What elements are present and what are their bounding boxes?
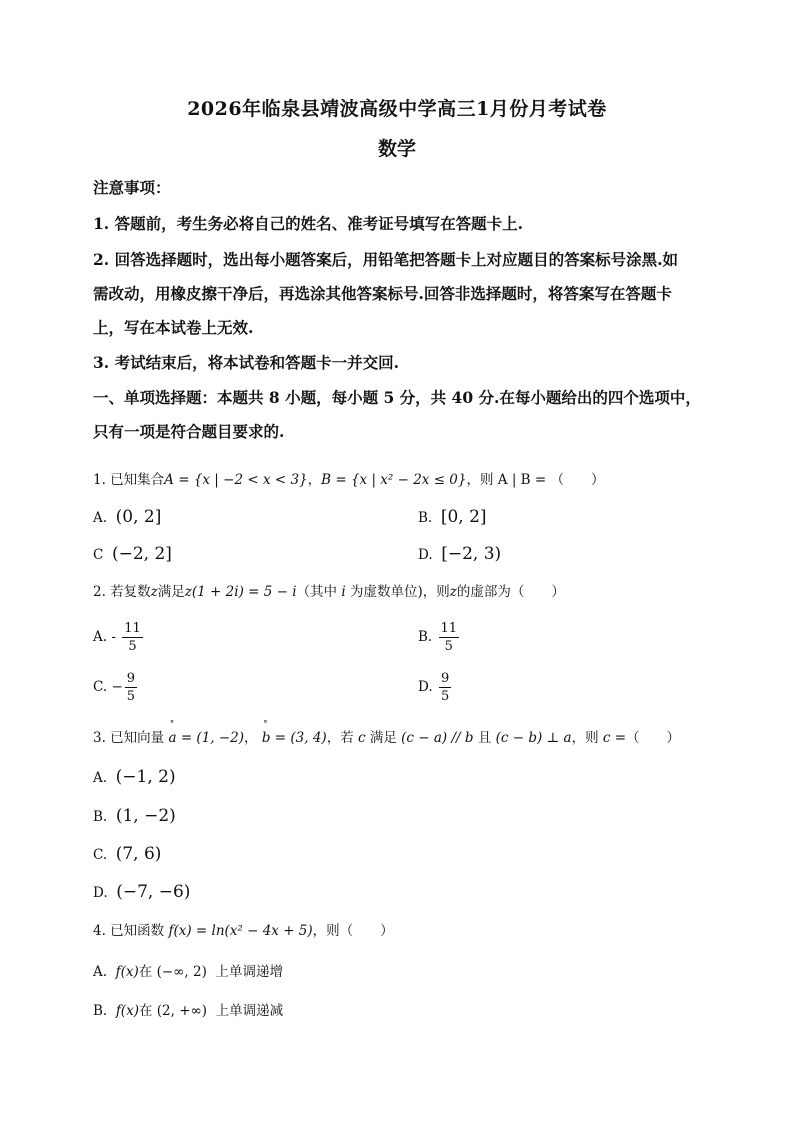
option-text: 上单调递增 bbox=[215, 964, 283, 980]
question-2-i: i bbox=[341, 584, 346, 600]
question-2-z-2: z bbox=[449, 584, 457, 600]
exam-subject: 数学 bbox=[377, 138, 416, 160]
fraction bbox=[439, 620, 460, 655]
option-label: C. bbox=[93, 679, 108, 695]
separator: ， bbox=[244, 730, 258, 746]
question-3-option-d[interactable] bbox=[93, 882, 190, 903]
question-4-stem bbox=[93, 921, 394, 941]
vector-a: ˚ a bbox=[168, 728, 176, 748]
option-label: B. bbox=[418, 629, 433, 645]
option-label: A. bbox=[93, 964, 108, 980]
fraction bbox=[439, 670, 451, 705]
vector-a-value: = (1, −2) bbox=[180, 730, 245, 746]
option-value: (7, 6) bbox=[115, 844, 162, 864]
question-3-condition-label: 满足 bbox=[369, 730, 397, 746]
question-4-function: f(x) = ln(x² − 4x + 5) bbox=[168, 923, 313, 939]
option-value: [0, 2] bbox=[440, 507, 487, 527]
question-2-ask: 的虚部为（ ） bbox=[456, 584, 565, 600]
option-sign: - bbox=[111, 629, 116, 645]
option-label: B. bbox=[93, 809, 108, 825]
question-3-stem bbox=[93, 728, 680, 748]
vector-c: c bbox=[358, 730, 366, 746]
vector-b-value: = (3, 4) bbox=[274, 730, 327, 746]
question-4-ask: ，则（ ） bbox=[312, 923, 394, 939]
option-sign: − bbox=[111, 679, 123, 695]
option-label: A. bbox=[93, 629, 108, 645]
notice-item-3: 3. 考试结束后，将本试卷和答题卡一并交回. bbox=[93, 353, 399, 372]
question-1-separator: ， bbox=[307, 472, 322, 488]
option-label: D. bbox=[418, 679, 433, 695]
question-2-mid: 满足 bbox=[157, 584, 185, 600]
numerator: 11 bbox=[440, 621, 458, 636]
numerator: 9 bbox=[126, 671, 136, 686]
option-value: (1, −2) bbox=[115, 806, 176, 826]
option-value: [−2, 3) bbox=[441, 544, 502, 564]
option-label: C. bbox=[93, 847, 108, 863]
option-function: f(x) bbox=[115, 964, 139, 980]
question-3-mid: ，若 bbox=[326, 730, 354, 746]
question-2-option-c[interactable] bbox=[93, 670, 139, 705]
question-2-prefix: 2. 若复数 bbox=[93, 584, 151, 600]
vector-c-answer: c bbox=[602, 730, 611, 746]
question-2-note: （其中 bbox=[296, 584, 338, 600]
exam-title: 2026年临泉县靖波高级中学高三1月份月考试卷 bbox=[187, 98, 607, 120]
vector-b: ˚ b bbox=[262, 728, 271, 748]
option-label: B. bbox=[93, 1003, 108, 1019]
question-2-option-d[interactable] bbox=[418, 670, 453, 705]
option-value: (−7, −6) bbox=[116, 882, 191, 902]
option-label: B. bbox=[418, 510, 433, 526]
option-interval: (−∞, 2) bbox=[156, 964, 207, 980]
option-in: 在 bbox=[138, 964, 153, 980]
question-1-option-a[interactable] bbox=[93, 507, 161, 528]
option-label: D. bbox=[418, 547, 433, 563]
question-4-option-b[interactable] bbox=[93, 1001, 283, 1021]
fraction bbox=[125, 670, 137, 705]
option-text: 上单调递减 bbox=[215, 1003, 284, 1019]
question-3-option-c[interactable] bbox=[93, 844, 161, 865]
question-4-option-a[interactable] bbox=[93, 962, 283, 982]
question-1-prefix: 1. 已知集合 bbox=[93, 472, 165, 488]
question-4-prefix: 4. 已知函数 bbox=[93, 923, 165, 939]
question-1-set-a: A = {x | −2 < x < 3} bbox=[164, 472, 308, 488]
question-1-ask: ，则 A | B = （ ） bbox=[466, 472, 605, 488]
question-3-condition-2: (c − b) ⊥ a bbox=[495, 730, 572, 746]
section-1-heading-line-1: 一、单项选择题：本题共 8 小题，每小题 5 分，共 40 分.在每小题给出的四个选项中， bbox=[93, 388, 701, 407]
notice-item-2-line-1: 2. 回答选择题时，选出每小题答案后，用铅笔把答题卡上对应题目的答案标号涂黑.如 bbox=[93, 250, 678, 269]
numerator: 11 bbox=[124, 621, 141, 636]
option-label: A. bbox=[93, 770, 108, 786]
option-interval: (2, +∞) bbox=[156, 1003, 208, 1019]
question-3-option-a[interactable] bbox=[93, 767, 176, 788]
question-2-option-a[interactable] bbox=[93, 620, 145, 655]
denominator: 5 bbox=[440, 689, 450, 704]
question-3-condition-1: (c − a) // b bbox=[401, 730, 474, 746]
option-label: A. bbox=[93, 510, 108, 526]
option-in: 在 bbox=[138, 1003, 153, 1019]
question-2-equation: z(1 + 2i) = 5 − i bbox=[184, 584, 297, 600]
notice-heading: 注意事项： bbox=[93, 178, 171, 197]
option-value: (−1, 2) bbox=[115, 767, 176, 787]
numerator: 9 bbox=[440, 671, 450, 686]
notice-item-1: 1. 答题前，考生务必将自己的姓名、准考证号填写在答题卡上. bbox=[93, 214, 523, 233]
option-value: (0, 2] bbox=[115, 507, 162, 527]
question-1-set-b: B = {x | x² − 2x ≤ 0} bbox=[321, 472, 467, 488]
question-3-ask-prefix: ，则 bbox=[571, 730, 599, 746]
notice-item-2-line-2: 需改动，用橡皮擦干净后，再选涂其他答案标号.回答非选择题时，将答案写在答题卡 bbox=[93, 284, 672, 303]
question-1-option-c[interactable] bbox=[93, 544, 172, 565]
question-2-stem bbox=[93, 582, 565, 602]
question-3-and: 且 bbox=[477, 730, 492, 746]
denominator: 5 bbox=[126, 689, 136, 704]
question-3-option-b[interactable] bbox=[93, 806, 176, 827]
denominator: 5 bbox=[128, 639, 137, 654]
notice-item-2-line-3: 上，写在本试卷上无效. bbox=[93, 318, 254, 337]
question-3-ask: =（ ） bbox=[614, 730, 681, 746]
denominator: 5 bbox=[444, 639, 453, 654]
question-2-option-b[interactable] bbox=[418, 620, 461, 655]
question-2-note-2: 为虚数单位)，则 bbox=[349, 584, 450, 600]
question-1-option-d[interactable] bbox=[418, 544, 501, 565]
option-label: C bbox=[93, 547, 104, 563]
question-3-prefix: 3. 已知向量 bbox=[93, 730, 165, 746]
question-1-option-b[interactable] bbox=[418, 507, 487, 528]
option-function: f(x) bbox=[115, 1003, 139, 1019]
option-value: (−2, 2] bbox=[111, 544, 172, 564]
fraction bbox=[122, 620, 143, 655]
question-1-stem bbox=[93, 470, 604, 490]
question-2-z: z bbox=[150, 584, 158, 600]
section-1-heading-line-2: 只有一项是符合题目要求的. bbox=[93, 422, 285, 441]
option-label: D. bbox=[93, 885, 108, 901]
